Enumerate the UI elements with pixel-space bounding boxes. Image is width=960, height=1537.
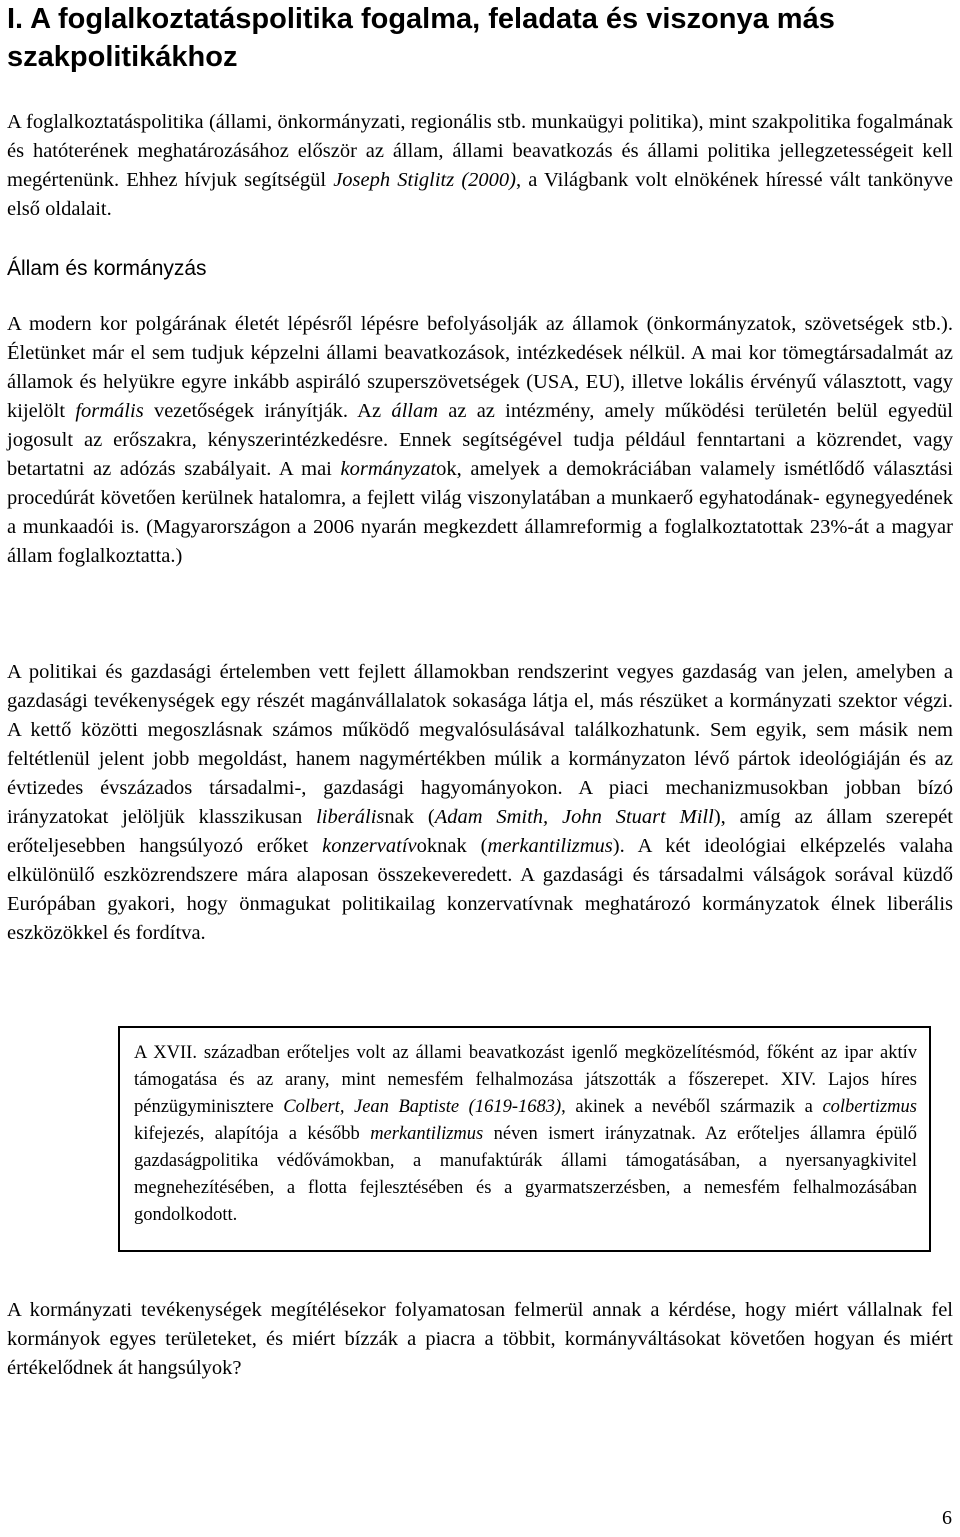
paragraph-mixed-economy: [7, 658, 953, 948]
text-run: ok, amelyek a demokráciában valamely ismétlődő választási procedúrát követően kerülnek hatalomra, a fejlett világ viszonylatában a munkaerő egyhatodának- egynegyedének a munkaadói is. (Magyarországon a 2006 nyarán megkezdett államreformig a foglalkoztatottak 23%-át a magyar állam foglalkoztatta.): [7, 458, 953, 567]
italic-run: Adam Smith, John Stuart Mill: [434, 806, 714, 828]
italic-run: liberális: [316, 806, 385, 828]
text-run: , akinek a nevéből származik a: [561, 1097, 823, 1117]
italic-run: merkantilizmus: [487, 835, 613, 857]
text-run: nak (: [384, 806, 435, 828]
italic-run: kormányzat: [340, 458, 437, 480]
intro-paragraph: [7, 108, 953, 224]
italic-run: formális: [75, 400, 144, 422]
paragraph-state: [7, 310, 953, 571]
text-run: kifejezés, alapítója a később: [134, 1124, 371, 1144]
author-reference: Joseph Stiglitz (2000): [333, 169, 516, 191]
text-run: néven ismert irányzatnak. Az erőteljes államra épülő gazdaságpolitika védővámokban, a manufaktúrák állami támogatásában, a nyersanyagkivitel megnehezítésében, a flotta fejlesztésében és a gyarmatszerzésben, a nemesfém felhalmozásában gondolkodott.: [134, 1124, 917, 1225]
section-heading: Állam és kormányzás: [7, 257, 207, 280]
page-title: I. A foglalkoztatáspolitika fogalma, feladata és viszonya más szakpolitikákhoz: [7, 3, 835, 73]
text-run: az az intézmény, amely működési területén belül egyedül jogosult az erőszakra, kényszerintézkedésre. Ennek segítségével tudja például fenntartani a közrendet, vagy betartatni az adózás szabályait. A mai: [7, 400, 953, 480]
italic-run: colbertizmus: [822, 1097, 917, 1117]
page-number: 6: [942, 1507, 952, 1529]
text-run: ). A két ideológiai elképzelés valaha elkülönülő eszközrendszere mára alaposan összekeveredett. A gazdasági és társadalmi válságok sorával küzdő Európában gyakori, hogy önmagukat politikailag konzervatívnak meghatározó kormányzatok élnek liberális eszközökkel és fordítva.: [7, 835, 953, 944]
intro-text-2: , a Világbank volt elnökének híressé vált tankönyve első oldalait.: [7, 169, 953, 220]
italic-run: Colbert, Jean Baptiste (1619-1683): [283, 1097, 562, 1117]
box-text: [134, 1040, 917, 1229]
text-run: vezetőségek irányítják. Az: [143, 400, 392, 422]
text-run: A XVII. században erőteljes volt az állami beavatkozást igenlő megközelítésmód, főként az ipar aktív támogatása és az arany, mint nemesfém felhalmozása játszották a főszerepet. XIV. Lajos híres pénzügyminisztere: [134, 1043, 917, 1117]
paragraph-question: A kormányzati tevékenységek megítélésekor folyamatosan felmerül annak a kérdése, hogy miért vállalnak fel kormányok egyes területeket, és miért bízzák a piacra a többit, kormányváltásokat követően hogyan és miért értékelődnek át hangsúlyok?: [7, 1299, 953, 1379]
italic-run: konzervatív: [322, 835, 417, 857]
text-run: A politikai és gazdasági értelemben vett fejlett államokban rendszerint vegyes gazdaság van jelen, amelyben a gazdasági tevékenységek egy részét magánvállalatok sokasága látja el, más részüket a kormányzati szektor végzi. A kettő közötti megoszlásnak számos működő megvalósulásával találkozhatunk. Sem egyik, sem másik nem feltétlenül jelent jobb megoldást, hanem nagymértékben múlik a kormányzaton lévő pártok ideológiáján és az évtizedes évszázados társadalmi-, gazdasági hagyományokon. A piaci mechanizmusokban jobban bízó irányzatokat jelöljük klasszikusan: [7, 661, 953, 828]
intro-text-1: A foglalkoztatáspolitika (állami, önkormányzati, regionális stb. munkaügyi politika), mint szakpolitika fogalmának és hatóterének meghatározásához először az állam, állami beavatkozás és állami politika jellegzetességeit kell megértenünk. Ehhez hívjuk segítségül: [7, 111, 953, 191]
italic-run: merkantilizmus: [370, 1124, 484, 1144]
italic-run: állam: [391, 400, 439, 422]
text-run: A modern kor polgárának életét lépésről lépésre befolyásolják az államok (önkormányzatok, szövetségek stb.). Életünket már el sem tudjuk képzelni állami beavatkozások, intézkedések nélkül. A mai kor tömegtársadalmát az államok és helyükre egyre inkább aspiráló szuperszövetségek (USA, EU), illetve lokális érvényű választott, vagy kijelölt: [7, 313, 953, 422]
sidebar-box: [118, 1026, 931, 1252]
text-run: ), amíg az állam szerepét erőteljesebben hangsúlyozó erőket: [7, 806, 953, 857]
text-run: oknak (: [416, 835, 488, 857]
